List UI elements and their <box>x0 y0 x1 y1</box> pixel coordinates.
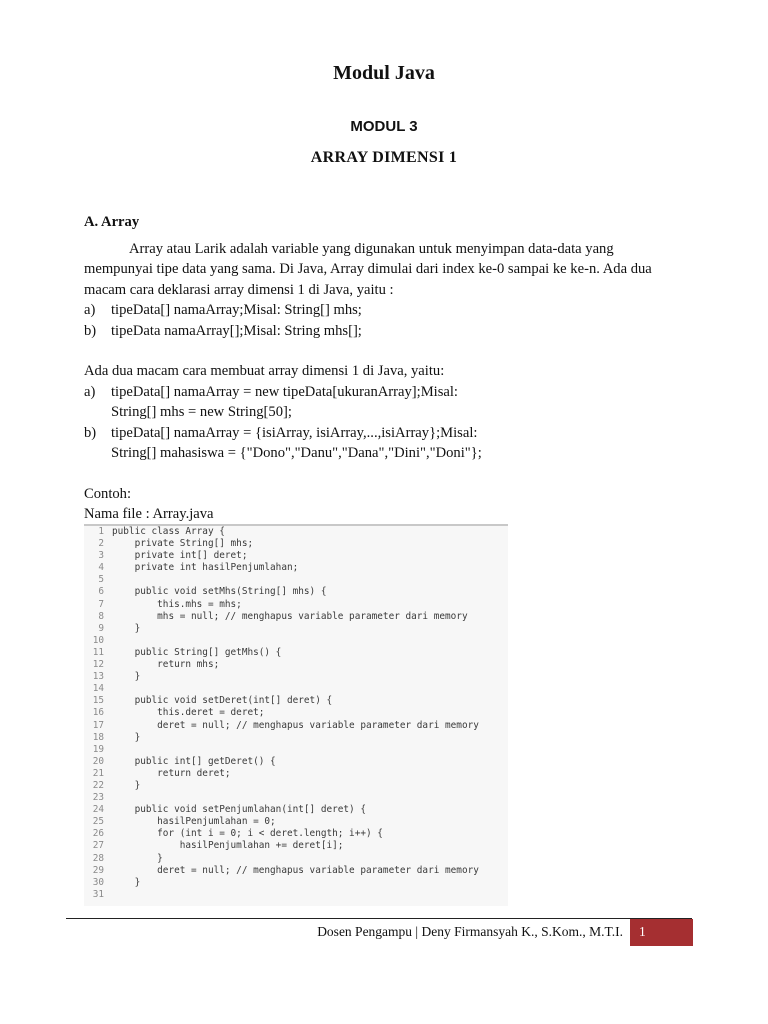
code-line <box>84 780 508 792</box>
list-marker: b) <box>84 424 97 441</box>
code-line <box>84 538 508 550</box>
list-item-example: String[] mahasiswa = {"Dono","Danu","Dana","Dini","Doni"}; <box>111 445 482 461</box>
line-number: 18 <box>92 731 104 743</box>
line-number: 4 <box>98 562 104 574</box>
line-number: 27 <box>92 840 104 852</box>
code-line <box>84 732 508 744</box>
code-line <box>84 562 508 574</box>
footer-credit: Dosen Pengampu | Deny Firmansyah K., S.Kom., M.T.I. <box>317 924 623 939</box>
code-text: } <box>112 622 141 634</box>
module-subtitle: ARRAY DIMENSI 1 <box>310 149 458 166</box>
code-line <box>84 611 508 623</box>
code-text: } <box>112 876 141 888</box>
line-number: 31 <box>92 888 104 900</box>
code-line <box>84 586 508 598</box>
code-text: private String[] mhs; <box>112 538 254 550</box>
code-line <box>84 550 508 562</box>
footer-divider <box>66 918 692 919</box>
code-text: return mhs; <box>112 659 220 671</box>
code-line <box>84 695 508 707</box>
code-text: public String[] getMhs() { <box>112 646 282 658</box>
create-intro-paragraph: Ada dua macam cara membuat array dimensi 1 di Java, yaitu: <box>84 363 445 379</box>
line-number: 16 <box>92 707 104 719</box>
line-number: 25 <box>92 816 104 828</box>
code-line <box>84 671 508 683</box>
code-line <box>84 792 508 804</box>
code-text: } <box>112 779 141 791</box>
code-line <box>84 599 508 611</box>
list-item-example: String[] mhs = new String[50]; <box>111 404 292 420</box>
code-text: deret = null; // menghapus variable parameter dari memory <box>112 719 479 731</box>
list-item-text: tipeData[] namaArray = {isiArray, isiArray,...,isiArray};Misal: <box>111 424 478 441</box>
list-item <box>84 300 684 321</box>
code-line <box>84 756 508 768</box>
list-item-text: tipeData namaArray[];Misal: String mhs[]; <box>111 322 362 339</box>
code-text: public int[] getDeret() { <box>112 755 276 767</box>
code-line <box>84 526 508 538</box>
code-line <box>84 816 508 828</box>
list-item <box>84 423 684 464</box>
code-line <box>84 828 508 840</box>
page-number: 1 <box>639 924 646 939</box>
code-text: public void setPenjumlahan(int[] deret) { <box>112 804 366 816</box>
intro-paragraph: Array atau Larik adalah variable yang digunakan untuk menyimpan data-data yang mempunyai tipe data yang sama. Di Java, Array dimulai dari index ke-0 sampai ke ke-n. Ada dua macam cara deklarasi array dimensi 1 di Java, yaitu : <box>84 240 652 298</box>
line-number: 14 <box>92 683 104 695</box>
code-line <box>84 720 508 732</box>
list-marker: a) <box>84 383 96 400</box>
line-number: 30 <box>92 876 104 888</box>
list-marker: b) <box>84 322 97 339</box>
line-number: 26 <box>92 828 104 840</box>
line-number: 11 <box>92 646 104 658</box>
code-text: } <box>112 671 141 683</box>
line-number: 22 <box>92 779 104 791</box>
line-number: 6 <box>98 586 104 598</box>
declaration-list <box>84 300 684 341</box>
line-number: 29 <box>92 864 104 876</box>
line-number: 24 <box>92 804 104 816</box>
code-line <box>84 877 508 889</box>
document-title: Modul Java <box>333 62 435 84</box>
code-line <box>84 635 508 647</box>
line-number: 2 <box>98 538 104 550</box>
code-line <box>84 853 508 865</box>
code-line <box>84 623 508 635</box>
code-text: public void setDeret(int[] deret) { <box>112 695 333 707</box>
list-item-text: tipeData[] namaArray = new tipeData[ukuranArray];Misal: <box>111 383 458 400</box>
page-number-badge <box>630 919 693 946</box>
code-line <box>84 744 508 756</box>
code-line <box>84 889 508 901</box>
code-text: this.deret = deret; <box>112 707 265 719</box>
code-line <box>84 574 508 586</box>
code-text: private int hasilPenjumlahan; <box>112 562 299 574</box>
code-text: for (int i = 0; i < deret.length; i++) { <box>112 828 383 840</box>
code-text: private int[] deret; <box>112 550 248 562</box>
line-number: 15 <box>92 695 104 707</box>
code-line <box>84 647 508 659</box>
code-text: public class Array { <box>112 526 225 537</box>
creation-list <box>84 382 684 464</box>
code-text: public void setMhs(String[] mhs) { <box>112 586 327 598</box>
code-line <box>84 768 508 780</box>
line-number: 1 <box>98 526 104 537</box>
line-number: 10 <box>92 634 104 646</box>
code-line <box>84 659 508 671</box>
line-number: 5 <box>98 574 104 586</box>
line-number: 8 <box>98 610 104 622</box>
example-label: Contoh: <box>84 485 132 502</box>
list-item <box>84 321 684 342</box>
list-item <box>84 382 684 423</box>
code-listing <box>84 524 508 906</box>
code-text: hasilPenjumlahan = 0; <box>112 816 276 828</box>
code-text: } <box>112 852 163 864</box>
line-number: 21 <box>92 767 104 779</box>
code-text: this.mhs = mhs; <box>112 598 242 610</box>
line-number: 7 <box>98 598 104 610</box>
line-number: 28 <box>92 852 104 864</box>
line-number: 19 <box>92 743 104 755</box>
list-marker: a) <box>84 302 96 318</box>
section-a-content <box>84 212 684 525</box>
code-line <box>84 804 508 816</box>
code-text: hasilPenjumlahan += deret[i]; <box>112 840 344 852</box>
code-text: return deret; <box>112 767 231 779</box>
module-label: MODUL 3 <box>350 118 418 135</box>
file-name-label: Nama file : Array.java <box>84 506 214 522</box>
line-number: 12 <box>92 659 104 671</box>
code-line <box>84 865 508 877</box>
line-number: 23 <box>92 792 104 804</box>
code-line <box>84 707 508 719</box>
line-number: 3 <box>98 550 104 562</box>
code-line <box>84 683 508 695</box>
code-line <box>84 840 508 852</box>
code-text: mhs = null; // menghapus variable parameter dari memory <box>112 610 468 622</box>
line-number: 9 <box>98 622 104 634</box>
line-number: 17 <box>92 719 104 731</box>
list-item-text: tipeData[] namaArray;Misal: String[] mhs; <box>111 302 362 318</box>
line-number: 20 <box>92 755 104 767</box>
line-number: 13 <box>92 671 104 683</box>
code-text: } <box>112 731 141 743</box>
section-heading: A. Array <box>84 214 140 230</box>
code-text: deret = null; // menghapus variable parameter dari memory <box>112 864 479 876</box>
